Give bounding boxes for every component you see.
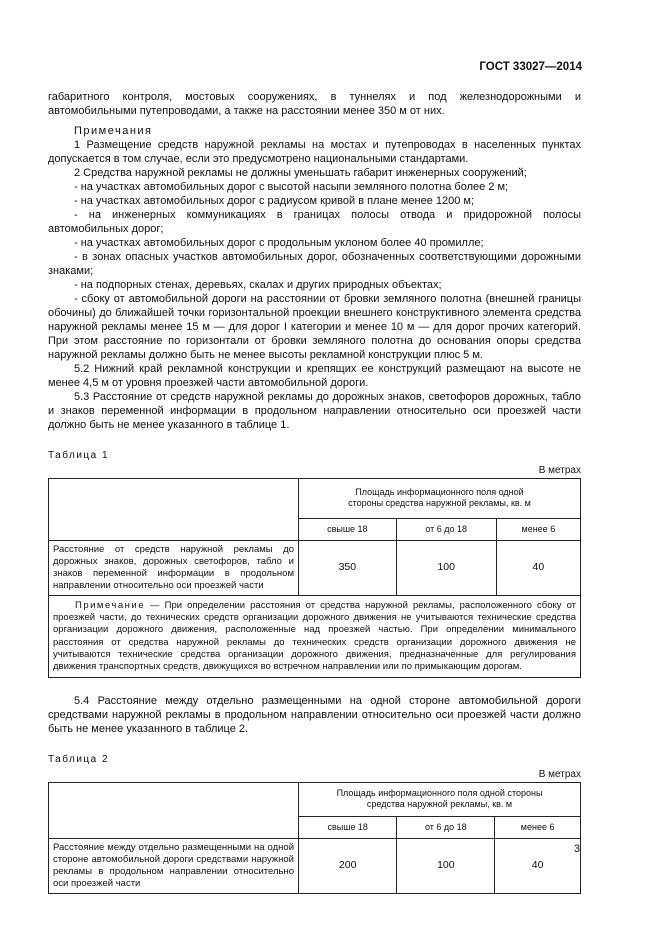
table1-unit: В метрах	[538, 465, 581, 476]
table1-col-header: свыше 18	[299, 518, 397, 540]
table-row	[49, 595, 581, 677]
table2-value: 200	[299, 839, 397, 894]
table-1	[48, 478, 581, 678]
table1-note-title: Примечание	[75, 599, 145, 611]
table1-header-group: Площадь информационного поля одной стороны средства наружной рекламы, кв. м	[299, 479, 581, 519]
table2-row-label: Расстояние между отдельно размещенными на одной стороне автомобильной дороги средствами наружной рекламы в продольном направлении относительно оси проезжей части	[49, 839, 299, 894]
table-2	[48, 782, 581, 894]
list-item: - на инженерных коммуникациях в границах полосы отвода и придорожной полосы автомобильных дорог;	[48, 209, 581, 235]
table-corner-cell	[49, 783, 299, 839]
note-2: 2 Средства наружной рекламы не должны уменьшать габарит инженерных сооружений;	[74, 167, 527, 179]
list-item: - сбоку от автомобильной дороги на расстоянии от бровки земляного полотна (внешней границы обочины) до ближайшей точки горизонтальной проекции внешнего конструктивного элемента средства наружной рекламы менее 15 м — для дорог I категории и менее 10 м — для дорог прочих категорий. При этом расстояние по горизонтали от бровки земляного полотна до основания опоры средства наружной рекламы должно быть не менее высоты рекламной конструкции плюс 5 м.	[48, 293, 581, 361]
table-corner-cell	[49, 479, 299, 541]
table2-unit: В метрах	[538, 769, 581, 781]
table1-note	[49, 595, 581, 677]
paragraph-5-3: 5.3 Расстояние от средств наружной рекламы до дорожных знаков, светофоров дорожных, табло и знаков переменной информации в продольном направлении относительно оси проезжей части должно быть не менее указанного в таблице 1.	[48, 391, 581, 431]
list-item: - на участках автомобильных дорог с высотой насыпи земляного полотна более 2 м;	[74, 181, 509, 193]
table2-col-header: свыше 18	[299, 816, 397, 838]
list-item: - на подпорных стенах, деревьях, скалах и других природных объектах;	[74, 279, 442, 291]
table1-caption: Таблица 1	[48, 450, 110, 461]
paragraph-5-4: 5.4 Расстояние между отдельно размещенными на одной стороне автомобильной дороги средствами наружной рекламы в продольном направлении относительно оси проезжей части должно быть не менее указанного в таблице 2.	[48, 695, 581, 736]
page-number: 3	[573, 843, 580, 855]
table1-note-text: — При определении расстояния от средства наружной рекламы, расположенного сбоку от проезжей части, до технических средств организации дорожного движения не учитываются технические средства организации дорожного движения, расположенные над проезжей частью. При определении минимального расстояния от средства наружной рекламы до технических средств организации дорожного движения не учитываются технические средства организации дорожного движения, предназначенные для регулирования движения транспортных средств, движущихся во встречном направлении или по примыкающим дорогам.	[53, 599, 576, 672]
table1-row-label: Расстояние от средств наружной рекламы до дорожных знаков, дорожных светофоров, табло и знаков переменной информации в продольном направлении относительно оси проезжей части	[49, 540, 299, 595]
document-body	[48, 90, 581, 894]
list-item: - на участках автомобильных дорог с радиусом кривой в плане менее 1200 м;	[74, 195, 475, 207]
table1-value: 40	[496, 540, 580, 595]
notes-title: Примечания	[74, 125, 153, 137]
intro-paragraph: габаритного контроля, мостовых сооружениях, в туннелях и под железнодорожными и автомобильными путепроводами, а также на расстоянии менее 350 м от них.	[48, 91, 581, 117]
table1-col-header: от 6 до 18	[396, 518, 496, 540]
table2-caption: Таблица 2	[48, 754, 110, 766]
table-row	[49, 839, 581, 894]
table-row	[49, 540, 581, 595]
standard-code: ГОСТ 33027—2014	[479, 61, 582, 73]
table1-value: 350	[299, 540, 397, 595]
list-item: - в зонах опасных участков автомобильных дорог, обозначенных соответствующими дорожными знаками;	[48, 251, 581, 277]
table1-value: 100	[396, 540, 496, 595]
notes-block	[48, 124, 581, 180]
table2-col-header: от 6 до 18	[397, 816, 495, 838]
table2-value: 100	[397, 839, 495, 894]
table2-header-group: Площадь информационного поля одной стороны средства наружной рекламы, кв. м	[299, 783, 581, 817]
table1-col-header: менее 6	[496, 518, 580, 540]
table2-col-header: менее 6	[495, 816, 581, 838]
restriction-list	[48, 180, 581, 362]
table-row	[49, 783, 581, 817]
paragraph-5-2: 5.2 Нижний край рекламной конструкции и крепящих ее конструкций размещают на высоте не менее 4,5 м от уровня проезжей части автомобильной дороги.	[48, 363, 581, 389]
list-item: - на участках автомобильных дорог с продольным уклоном более 40 промилле;	[74, 237, 484, 249]
note-1: 1 Размещение средств наружной рекламы на мостах и путепроводах в населенных пунктах допускается в том случае, если это предусмотрено национальными стандартами.	[48, 139, 581, 165]
table2-value: 40	[495, 839, 581, 894]
table-row	[49, 479, 581, 519]
